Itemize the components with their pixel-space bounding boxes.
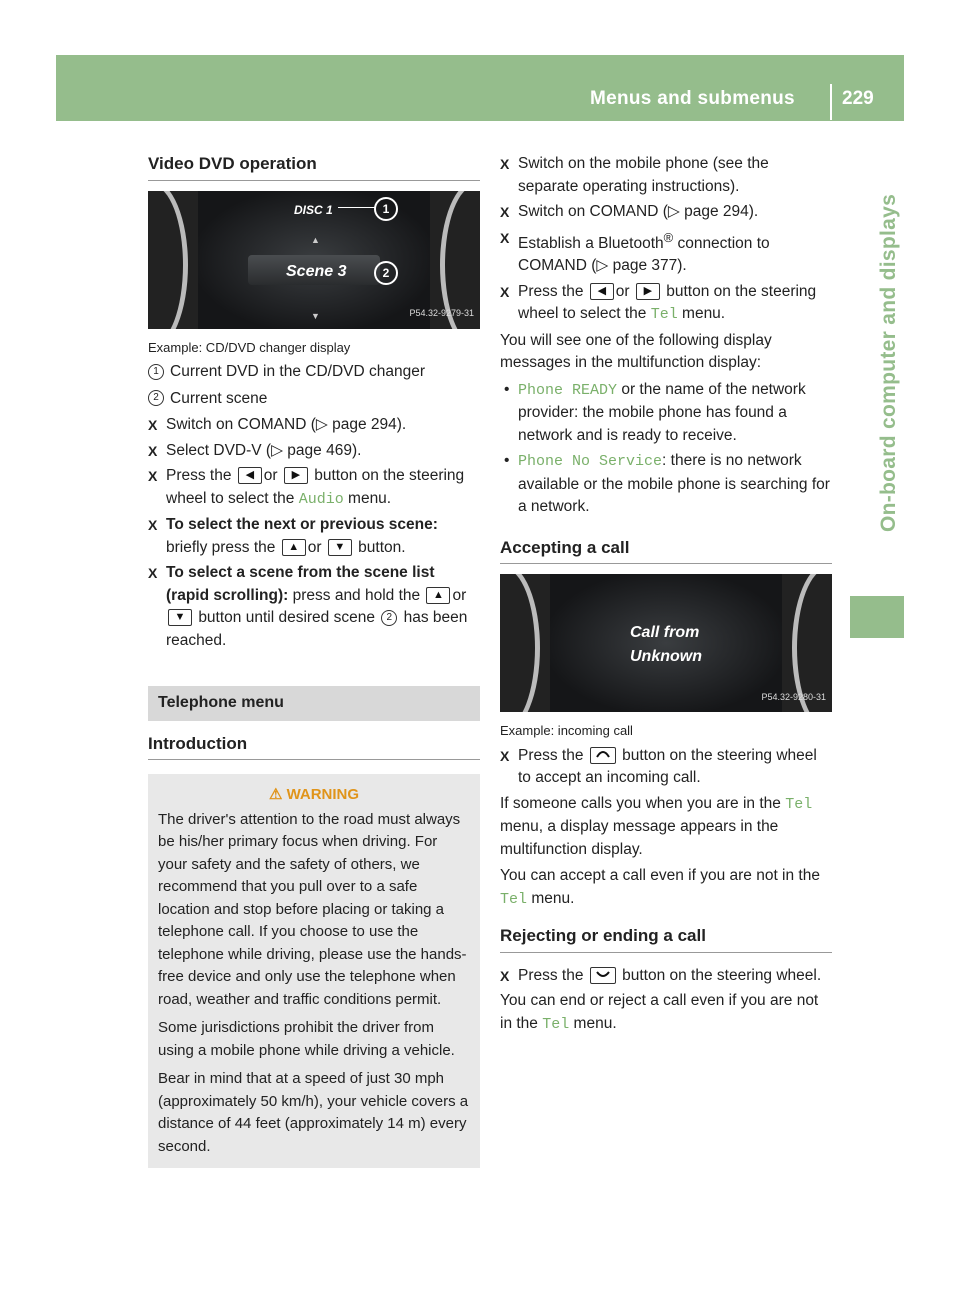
warning-p3: Bear in mind that at a speed of just 30 mph (approximately 50 km/h), your vehicle covers a distance of 44 feet (approximately 14 m) every second. xyxy=(158,1070,469,1155)
legend-1: 1 Current DVD in the CD/DVD changer xyxy=(148,361,480,384)
step-end-call: X Press the button on the steering wheel. xyxy=(500,965,832,988)
down-key-icon: ▼ xyxy=(168,609,192,626)
left-key-icon: ◀ xyxy=(238,467,262,484)
para-tel-display: If someone calls you when you are in the Tel menu, a display message appears in the multifunction display. xyxy=(500,794,813,858)
left-key-icon: ◀ xyxy=(590,283,614,300)
callout-line-1 xyxy=(338,207,376,208)
caption-cd-dvd: Example: CD/DVD changer display xyxy=(148,339,351,355)
telephone-menu-heading: Telephone menu xyxy=(148,686,480,721)
rejecting-heading: Rejecting or ending a call xyxy=(500,925,832,953)
header-separator xyxy=(830,84,832,120)
bullet-no-service: • Phone No Service: there is no network available or the mobile phone is searching for a network. xyxy=(500,450,832,519)
display-messages-intro: You will see one of the following display messages in the multifunction display: xyxy=(500,331,772,372)
callout-1-icon: 1 xyxy=(148,364,164,380)
up-key-icon: ▲ xyxy=(426,587,450,604)
dvd-display-image xyxy=(148,191,480,329)
callout-2-icon: 2 xyxy=(148,390,164,406)
step-comand-on: X Switch on COMAND (▷ page 294). xyxy=(500,201,832,224)
down-arrow-icon: ▼ xyxy=(311,310,320,321)
unknown-line: Unknown xyxy=(630,648,702,666)
audio-menu-label: Audio xyxy=(298,490,344,508)
right-key-icon: ▶ xyxy=(284,467,308,484)
phone-accept-icon xyxy=(590,747,616,764)
para-end-anywhere: You can end or reject a call even if you are not in the Tel menu. xyxy=(500,992,819,1033)
video-dvd-heading: Video DVD operation xyxy=(148,153,480,181)
right-column xyxy=(500,153,832,1040)
warning-p2: Some jurisdictions prohibit the driver from using a mobile phone while driving a vehicle. xyxy=(158,1019,455,1059)
step-scene-list: X To select a scene from the scene list (rapid scrolling): press and hold the ▲ or ▼ button until desired scene 2 has been reached. xyxy=(148,562,480,652)
step-press-audio: X Press the ◀ or ▶ button on the steering wheel to select the Audio menu. xyxy=(148,465,480,511)
incoming-call-image xyxy=(500,574,832,712)
step-next-scene: X To select the next or previous scene: briefly press the ▲ or ▼ button. xyxy=(148,514,480,559)
scene-label: Scene 3 xyxy=(286,262,347,280)
bullet-phone-ready: • Phone READY or the name of the network provider: the mobile phone has found a network and is ready to receive. xyxy=(500,379,832,448)
tel-menu-label: Tel xyxy=(650,306,678,324)
image-ref: P54.32-9280-31 xyxy=(761,691,826,702)
step-bluetooth: X Establish a Bluetooth® connection to COMAND (▷ page 377). xyxy=(500,227,832,278)
legend-2: 2 Current scene xyxy=(148,388,480,411)
image-ref: P54.32-9279-31 xyxy=(409,308,474,318)
warning-triangle-icon: ⚠ xyxy=(268,786,287,803)
step-mobile-on: X Switch on the mobile phone (see the separate operating instructions). xyxy=(500,153,832,198)
para-accept-anywhere: You can accept a call even if you are not in the Tel menu. xyxy=(500,867,820,908)
down-key-icon: ▼ xyxy=(328,539,352,556)
callout-1: 1 xyxy=(374,197,398,221)
step-switch-on: X Switch on COMAND (▷ page 294). xyxy=(148,414,480,437)
warning-box xyxy=(148,774,480,1168)
page-number: 229 xyxy=(842,88,874,109)
side-tab-block xyxy=(850,596,904,638)
warning-title: ⚠ WARNING xyxy=(268,786,360,803)
warning-p1: The driver's attention to the road must always be his/her primary focus when driving. For your safety and the safety of others, we recommend that you pull over to a safe location and stop before placing or taking a telephone call. If you choose to use the telephone while driving, please use the hands-free device and only use the telephone when road, weather and traffic conditions permit. xyxy=(158,810,467,1008)
side-tab-label: On-board computer and displays xyxy=(877,193,900,532)
disc-label: DISC 1 xyxy=(294,202,333,217)
step-select-dvd: X Select DVD-V (▷ page 469). xyxy=(148,440,480,463)
callout-2: 2 xyxy=(374,261,398,285)
side-tab xyxy=(850,122,904,592)
section-title: Menus and submenus xyxy=(590,88,795,109)
up-key-icon: ▲ xyxy=(282,539,306,556)
up-arrow-icon: ▲ xyxy=(311,234,320,245)
caption-incoming: Example: incoming call xyxy=(500,723,633,739)
left-gauge xyxy=(500,574,540,712)
right-key-icon: ▶ xyxy=(636,283,660,300)
step-accept-call: X Press the button on the steering wheel to accept an incoming call. xyxy=(500,745,832,790)
introduction-heading: Introduction xyxy=(148,733,480,761)
callout-2-icon: 2 xyxy=(381,610,397,626)
left-gauge xyxy=(148,191,188,329)
call-from-line: Call from xyxy=(630,624,700,642)
left-column xyxy=(148,153,480,1168)
phone-end-icon xyxy=(590,967,616,984)
accepting-heading: Accepting a call xyxy=(500,537,832,565)
step-press-tel: X Press the ◀ or ▶ button on the steering wheel to select the Tel menu. xyxy=(500,281,832,327)
